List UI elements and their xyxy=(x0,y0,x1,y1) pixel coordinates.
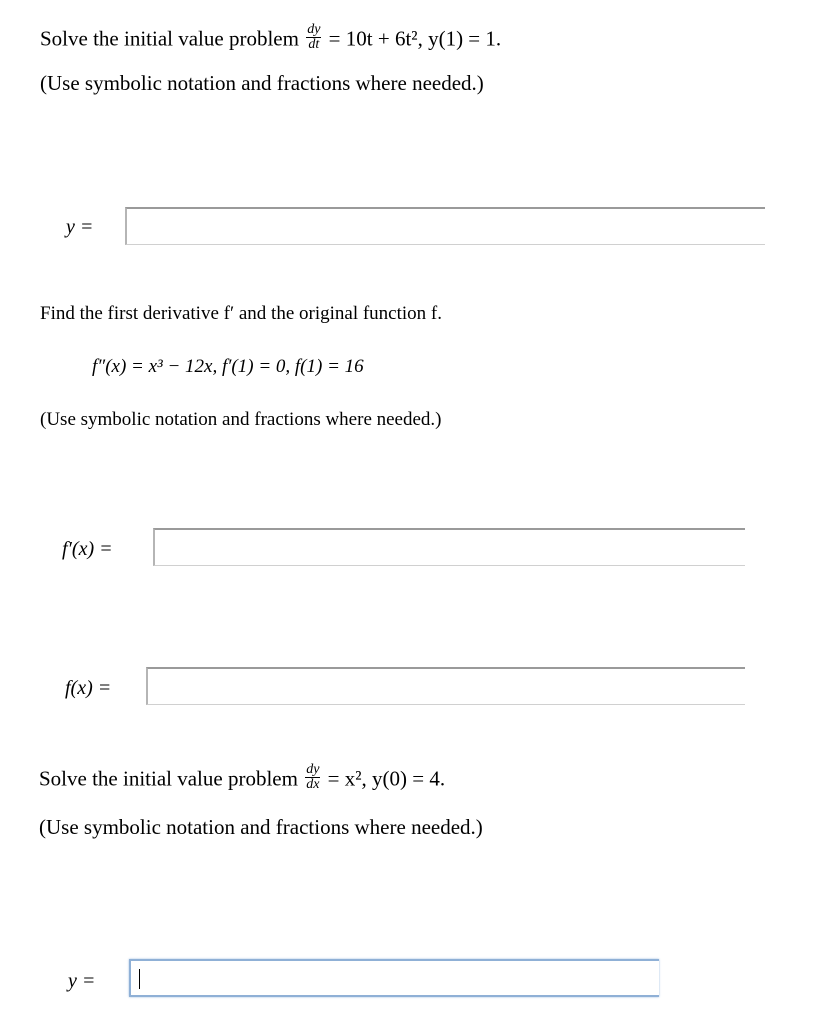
q1-equation-rhs: = 10t + 6t², y(1) = 1. xyxy=(328,26,502,51)
q3-prompt xyxy=(39,762,446,795)
q3-frac-den: dx xyxy=(306,777,320,792)
q1-frac-num: dy xyxy=(307,22,321,37)
q3-answer-label-text: y = xyxy=(68,970,96,992)
q1-answer-label-text: y = xyxy=(66,216,94,238)
q1-derivative-fraction xyxy=(306,23,321,52)
f-answer-input[interactable] xyxy=(146,667,745,705)
q1-answer-label xyxy=(66,217,93,237)
q2-prompt: Find the first derivative f′ and the original function f. xyxy=(40,303,442,324)
q2-given-equation: f″(x) = x³ − 12x, f′(1) = 0, f(1) = 16 xyxy=(92,356,364,377)
q2-f-label: f(x) = xyxy=(65,677,112,699)
text-caret xyxy=(139,969,140,989)
q3-frac-num: dy xyxy=(306,762,320,777)
q1-prompt xyxy=(40,22,502,55)
fprime-answer-input[interactable] xyxy=(153,528,745,566)
q2-note: (Use symbolic notation and fractions where needed.) xyxy=(40,409,442,430)
q1-frac-den: dt xyxy=(306,37,321,52)
q1-prompt-prefix: Solve the initial value problem xyxy=(40,26,299,51)
q3-answer-input[interactable] xyxy=(129,959,659,997)
q2-fprime-label: f′(x) = xyxy=(62,538,113,560)
q1-note: (Use symbolic notation and fractions where needed.) xyxy=(40,71,484,95)
q3-answer-label xyxy=(68,971,95,991)
q3-prompt-prefix: Solve the initial value problem xyxy=(39,766,298,791)
q1-answer-input[interactable] xyxy=(125,207,765,245)
q3-derivative-fraction xyxy=(305,763,320,792)
q3-equation-rhs: = x², y(0) = 4. xyxy=(327,766,446,791)
q3-note: (Use symbolic notation and fractions where needed.) xyxy=(39,815,483,839)
